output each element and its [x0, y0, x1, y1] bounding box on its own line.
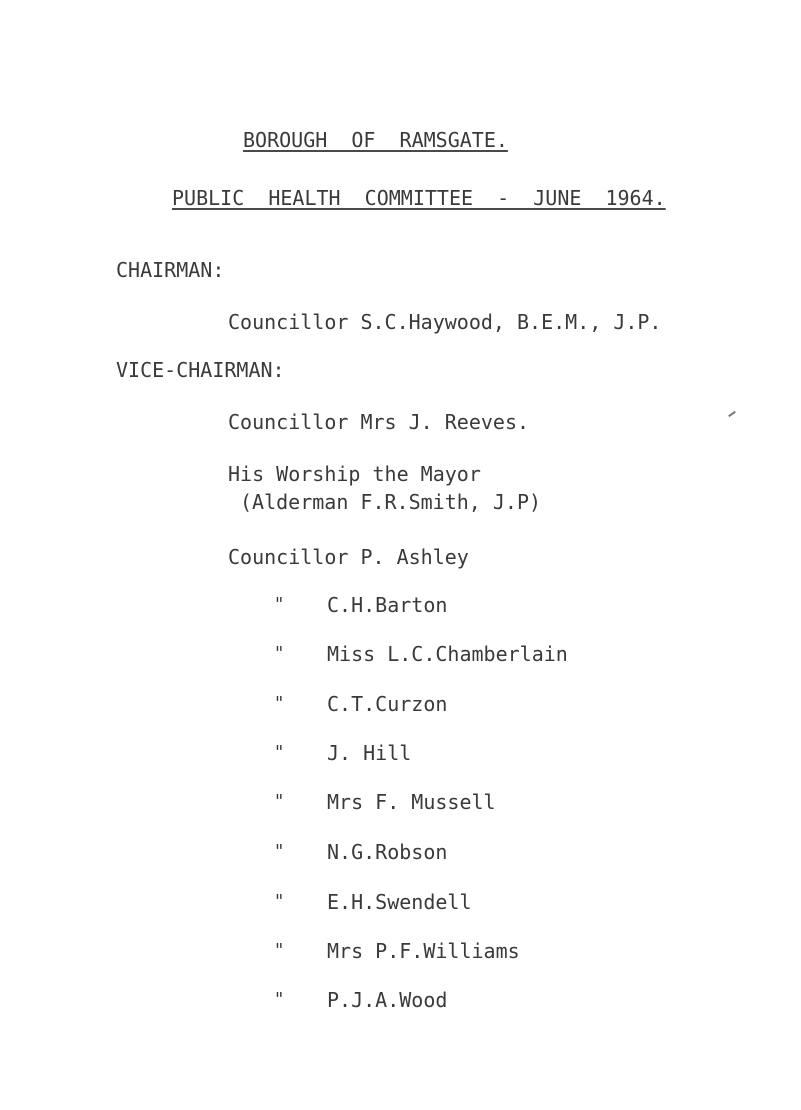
member-name: J. Hill: [327, 741, 412, 765]
ditto-mark: ": [275, 791, 284, 812]
member-name: N.G.Robson: [327, 840, 448, 864]
ditto-mark: ": [275, 693, 284, 714]
member-name: Mrs F. Mussell: [327, 790, 496, 814]
member-name: E.H.Swendell: [327, 890, 472, 914]
mayor-line-1: His Worship the Mayor: [228, 462, 481, 486]
vice-chairman-name: Councillor Mrs J. Reeves.: [228, 410, 530, 434]
member-name: C.H.Barton: [327, 593, 448, 617]
member-name: Miss L.C.Chamberlain: [327, 642, 568, 666]
member-name: P.J.A.Wood: [327, 988, 448, 1012]
ditto-mark: ": [275, 891, 284, 912]
member-name: Mrs P.F.Williams: [327, 939, 520, 963]
committee-heading: PUBLIC HEALTH COMMITTEE - JUNE 1964.: [172, 186, 666, 210]
ditto-mark: ": [275, 594, 284, 615]
mayor-line-2: (Alderman F.R.Smith, J.P): [240, 490, 542, 514]
ditto-mark: ": [275, 742, 284, 763]
ditto-mark: ": [275, 841, 284, 862]
vice-chairman-label: VICE-CHAIRMAN:: [116, 358, 285, 382]
chairman-name: Councillor S.C.Haywood, B.E.M., J.P.: [228, 310, 662, 334]
ditto-mark: ": [275, 643, 284, 664]
member-name: C.T.Curzon: [327, 692, 448, 716]
borough-heading: BOROUGH OF RAMSGATE.: [243, 128, 508, 152]
chairman-label: CHAIRMAN:: [116, 258, 225, 282]
ditto-mark: ": [275, 989, 284, 1010]
first-member: Councillor P. Ashley: [228, 545, 469, 569]
ditto-mark: ": [275, 940, 284, 961]
stray-pen-mark: [728, 411, 736, 417]
